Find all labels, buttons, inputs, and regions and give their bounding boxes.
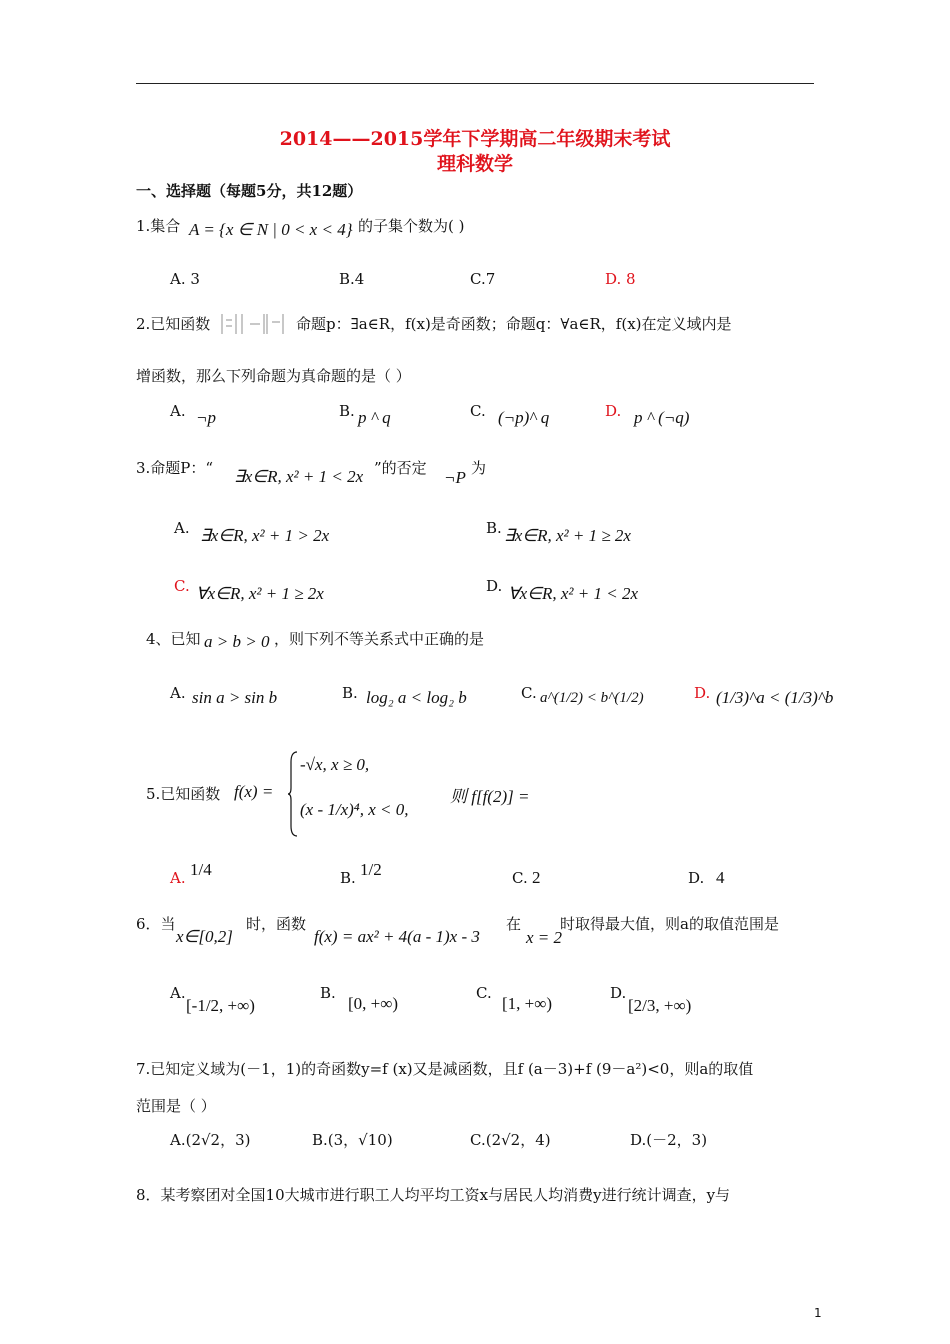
q4-math: a > b > 0: [204, 632, 270, 651]
q5-label-c: C.: [512, 869, 528, 887]
exam-title: 2014——2015学年下学期高二年级期末考试: [279, 128, 671, 150]
q4-label-c: C.: [521, 684, 537, 702]
q6-answer-c: [1, +∞): [502, 994, 553, 1013]
q6-domain: x∈[0,2]: [176, 927, 233, 946]
q3-label-a: A.: [174, 519, 190, 537]
q4-label-d: D.: [694, 684, 711, 702]
section-heading: 一、选择题（每题5分，共12题）: [136, 182, 363, 200]
q6-answer-b: [0, +∞): [348, 994, 399, 1013]
q3-label-d: D.: [486, 577, 503, 595]
q5-case-1: -√x, x ≥ 0,: [300, 755, 370, 774]
q3-math: ∃x∈R, x² + 1 < 2x: [234, 467, 364, 486]
q1-tail: 的子集个数为( ): [358, 217, 465, 235]
q6-label-a: A.: [170, 984, 186, 1002]
q5-answer-a: 1/4: [190, 860, 212, 879]
q8-line-1: 8．某考察团对全国10大城市进行职工人均平均工资x与居民人均消费y进行统计调查，y与: [136, 1186, 731, 1204]
q1-stem: 1.集合: [136, 217, 181, 235]
q3-answer-d: ∀x∈R, x² + 1 < 2x: [508, 584, 638, 603]
q7-option-d: D.(－2，3): [630, 1131, 708, 1149]
q6-function: f(x) = ax² + 4(a - 1)x - 3: [314, 927, 480, 946]
q5-label-a: A.: [170, 869, 186, 887]
q1-option-b: B.4: [339, 270, 365, 288]
q2-answer-c: (¬p)^ q: [498, 408, 550, 427]
q7-option-a: A.(2√2，3): [170, 1131, 251, 1149]
q4-answer-a: sin a > sin b: [192, 688, 278, 707]
q6-answer-a: [-1/2, +∞): [186, 996, 255, 1015]
q2-answer-a: ¬p: [196, 408, 216, 427]
q5-answer-c: 2: [532, 868, 541, 887]
page-number: 1: [814, 1306, 822, 1320]
q3-label-b: B.: [486, 519, 502, 537]
q5-label-b: B.: [340, 869, 356, 887]
q7-line-2: 范围是（ ）: [136, 1097, 216, 1115]
q5-stem: 5.已知函数: [146, 785, 221, 803]
q4-stem-a: 4、已知: [146, 630, 201, 648]
q5-fx: f(x) =: [234, 782, 274, 801]
q7-option-b: B.(3，√10): [312, 1131, 393, 1149]
q5-label-d: D.: [688, 869, 705, 887]
q3-wei: 为: [471, 459, 487, 477]
q5-tail: 则 f[f(2)] =: [450, 787, 530, 806]
q7-option-c: C.(2√2，4): [470, 1131, 551, 1149]
q6-label-d: D.: [610, 984, 627, 1002]
q6-stem-b: 时，函数: [246, 915, 307, 933]
q2-label-a: A.: [170, 402, 186, 420]
q5-brace-icon: [288, 750, 298, 842]
q1-option-a: A. 3: [170, 270, 200, 288]
q4-answer-c: a^(1/2) < b^(1/2): [540, 690, 644, 706]
q2-answer-d: p ^ (¬q): [634, 408, 690, 427]
q6-stem-c: 在: [506, 915, 522, 933]
q2-label-c: C.: [470, 402, 486, 420]
q3-stem: 3.命题P：“: [136, 459, 214, 477]
q3-answer-c: ∀x∈R, x² + 1 ≥ 2x: [196, 584, 324, 603]
q3-answer-b: ∃x∈R, x² + 1 ≥ 2x: [504, 526, 631, 545]
q3-label-c: C.: [174, 577, 190, 595]
q6-stem-d: 时取得最大值，则a的取值范围是: [560, 915, 779, 933]
q2-answer-b: p ^ q: [358, 408, 391, 427]
q5-answer-d: 4: [716, 868, 725, 887]
q1-option-d: D. 8: [605, 270, 636, 288]
q2-stem-a: 2.已知函数: [136, 315, 211, 333]
q6-label-c: C.: [476, 984, 492, 1002]
q4-label-a: A.: [170, 684, 186, 702]
q5-answer-b: 1/2: [360, 860, 382, 879]
q3-negation: ¬P: [444, 468, 466, 487]
q5-case-2: (x - 1/x)⁴, x < 0,: [300, 800, 409, 819]
q2-label-b: B.: [339, 402, 355, 420]
q3-answer-a: ∃x∈R, x² + 1 > 2x: [200, 526, 330, 545]
q4-stem-b: ，则下列不等关系式中正确的是: [274, 630, 485, 648]
q6-stem-a: 6．当: [136, 915, 176, 933]
q4-label-b: B.: [342, 684, 358, 702]
header-rule: [136, 83, 814, 84]
q6-answer-d: [2/3, +∞): [628, 996, 692, 1015]
q1-option-c: C.7: [470, 270, 496, 288]
q2-function-image: [220, 310, 294, 338]
q4-answer-d: (1/3)^a < (1/3)^b: [716, 688, 834, 707]
q1-math: A = {x ∈ N | 0 < x < 4}: [189, 220, 353, 239]
q2-stem-c: 增函数，那么下列命题为真命题的是（ ）: [136, 367, 411, 385]
exam-subtitle: 理科数学: [436, 153, 513, 175]
q3-tail: ”的否定: [374, 459, 427, 477]
q6-point: x = 2: [526, 928, 563, 947]
q2-stem-b: 命题p：∃a∈R，f(x)是奇函数；命题q：∀a∈R，f(x)在定义域内是: [296, 315, 732, 333]
q6-label-b: B.: [320, 984, 336, 1002]
q2-label-d: D.: [605, 402, 622, 420]
q7-line-1: 7.已知定义域为(－1，1)的奇函数y=f (x)又是减函数，且f (a－3)+f (9－a²)<0，则a的取值: [136, 1060, 754, 1078]
q4-answer-b: log₂ a < log₂ b: [366, 688, 467, 707]
